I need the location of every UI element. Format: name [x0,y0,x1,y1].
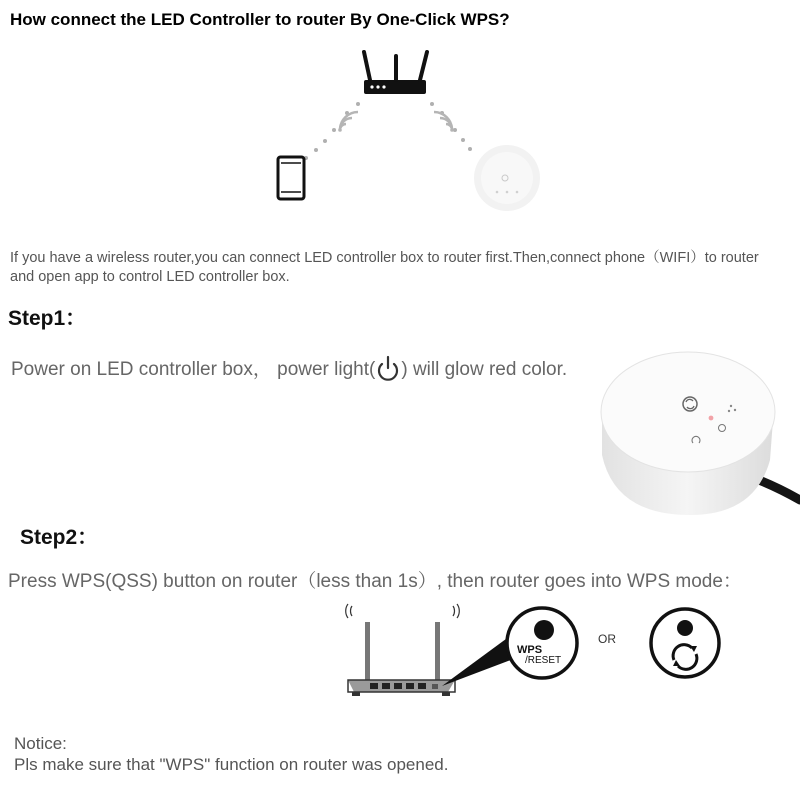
intro-line-1: If you have a wireless router,you can connect LED controller box to router first.Then,connect phone（WIFI）to router [10,250,759,266]
wifi-signal-icon [434,112,454,132]
wps-icon-callout [651,609,719,677]
or-label: OR [598,632,616,646]
controller-box-image [590,340,800,530]
wps-router-diagram [330,600,730,710]
reset-label: /RESET [525,655,562,666]
intro-line-2: and open app to control LED controller box. [10,269,290,285]
power-icon [376,355,400,381]
svg-text:/RESET [525,655,561,666]
router-icon [364,52,427,94]
router-icon [346,604,460,696]
link-dots-left [304,102,360,160]
intro-paragraph [10,249,795,287]
wifi-signal-icon [338,112,358,132]
step2-heading: Step2： [20,526,99,549]
notice-block [14,733,448,775]
connection-diagram [0,0,800,240]
wps-reset-button-callout [507,608,577,678]
wps-label: WPS [517,644,543,656]
notice-label: Notice: [14,734,67,753]
page-title: How connect the LED Controller to router By One-Click WPS? [10,10,510,29]
step1-text [11,354,567,381]
controller-icon [474,145,540,211]
step1-text-before: Power on LED controller box， power light( [11,359,376,380]
step2-text: Press WPS(QSS) button on router（less than 1s）, then router goes into WPS mode： [8,571,742,592]
step1-text-after: ) will glow red color. [401,359,568,380]
notice-text: Pls make sure that "WPS" function on router was opened. [14,755,449,774]
step1-heading: Step1： [8,307,87,330]
phone-icon [278,157,304,199]
